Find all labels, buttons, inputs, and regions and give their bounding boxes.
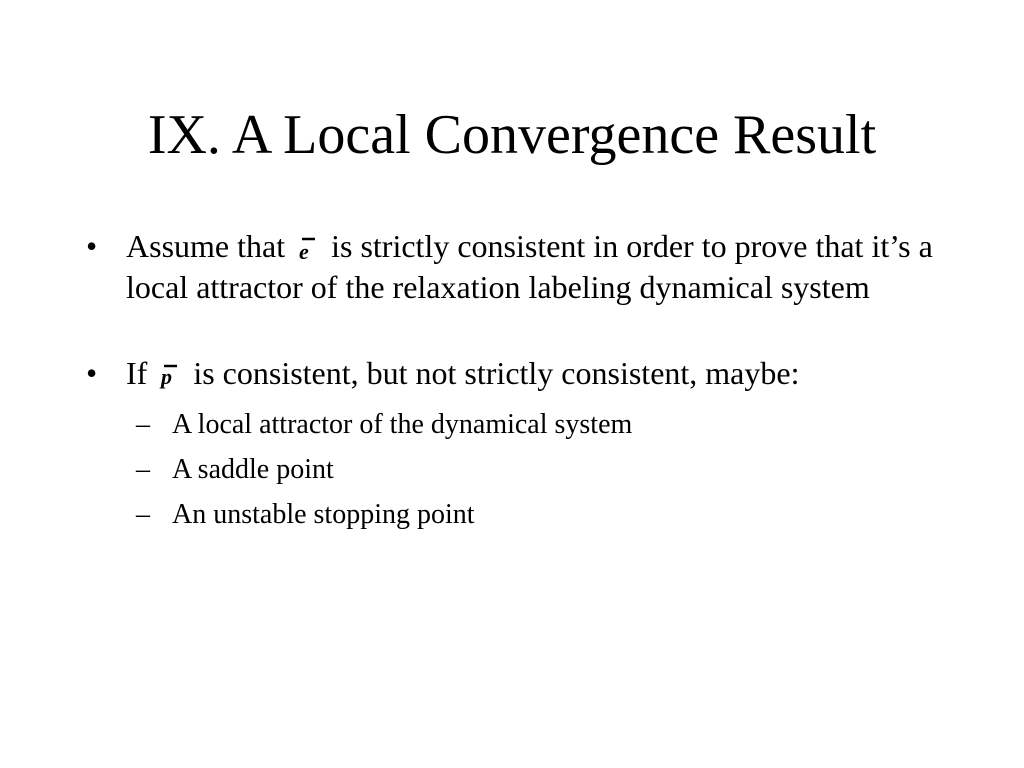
sub-marker: –: [136, 499, 150, 530]
bullet-text-before: Assume that: [126, 228, 286, 264]
sub-marker: –: [136, 454, 150, 485]
bullet-marker: •: [86, 355, 98, 391]
sub-item: [126, 447, 946, 492]
bullet-text-after: is strictly consistent in order to prove that it’s a local attractor of the relaxation labeling dynamical system: [126, 228, 933, 305]
sub-list: [126, 402, 946, 537]
bullet-text-before: If: [126, 355, 148, 391]
bullet-marker: •: [86, 228, 98, 264]
bullet-item-2: [86, 353, 946, 537]
bullet-text-after: is consistent, but not strictly consistent, maybe:: [193, 355, 800, 391]
sub-item-text: A local attractor of the dynamical system: [172, 409, 633, 440]
bullet-item-1: [86, 226, 946, 308]
sub-item: [126, 492, 946, 537]
sub-item-text: A saddle point: [172, 454, 334, 485]
sub-marker: –: [136, 409, 150, 440]
svg-text:e: e: [299, 239, 309, 261]
p-bar-icon: [157, 362, 183, 388]
slide-title: IX. A Local Convergence Result: [147, 104, 877, 166]
svg-text:p: p: [161, 364, 173, 389]
bullet-list: [86, 226, 946, 537]
sub-item-text: An unstable stopping point: [172, 499, 475, 530]
sub-item: [126, 402, 946, 447]
e-bar-icon: [295, 235, 321, 261]
